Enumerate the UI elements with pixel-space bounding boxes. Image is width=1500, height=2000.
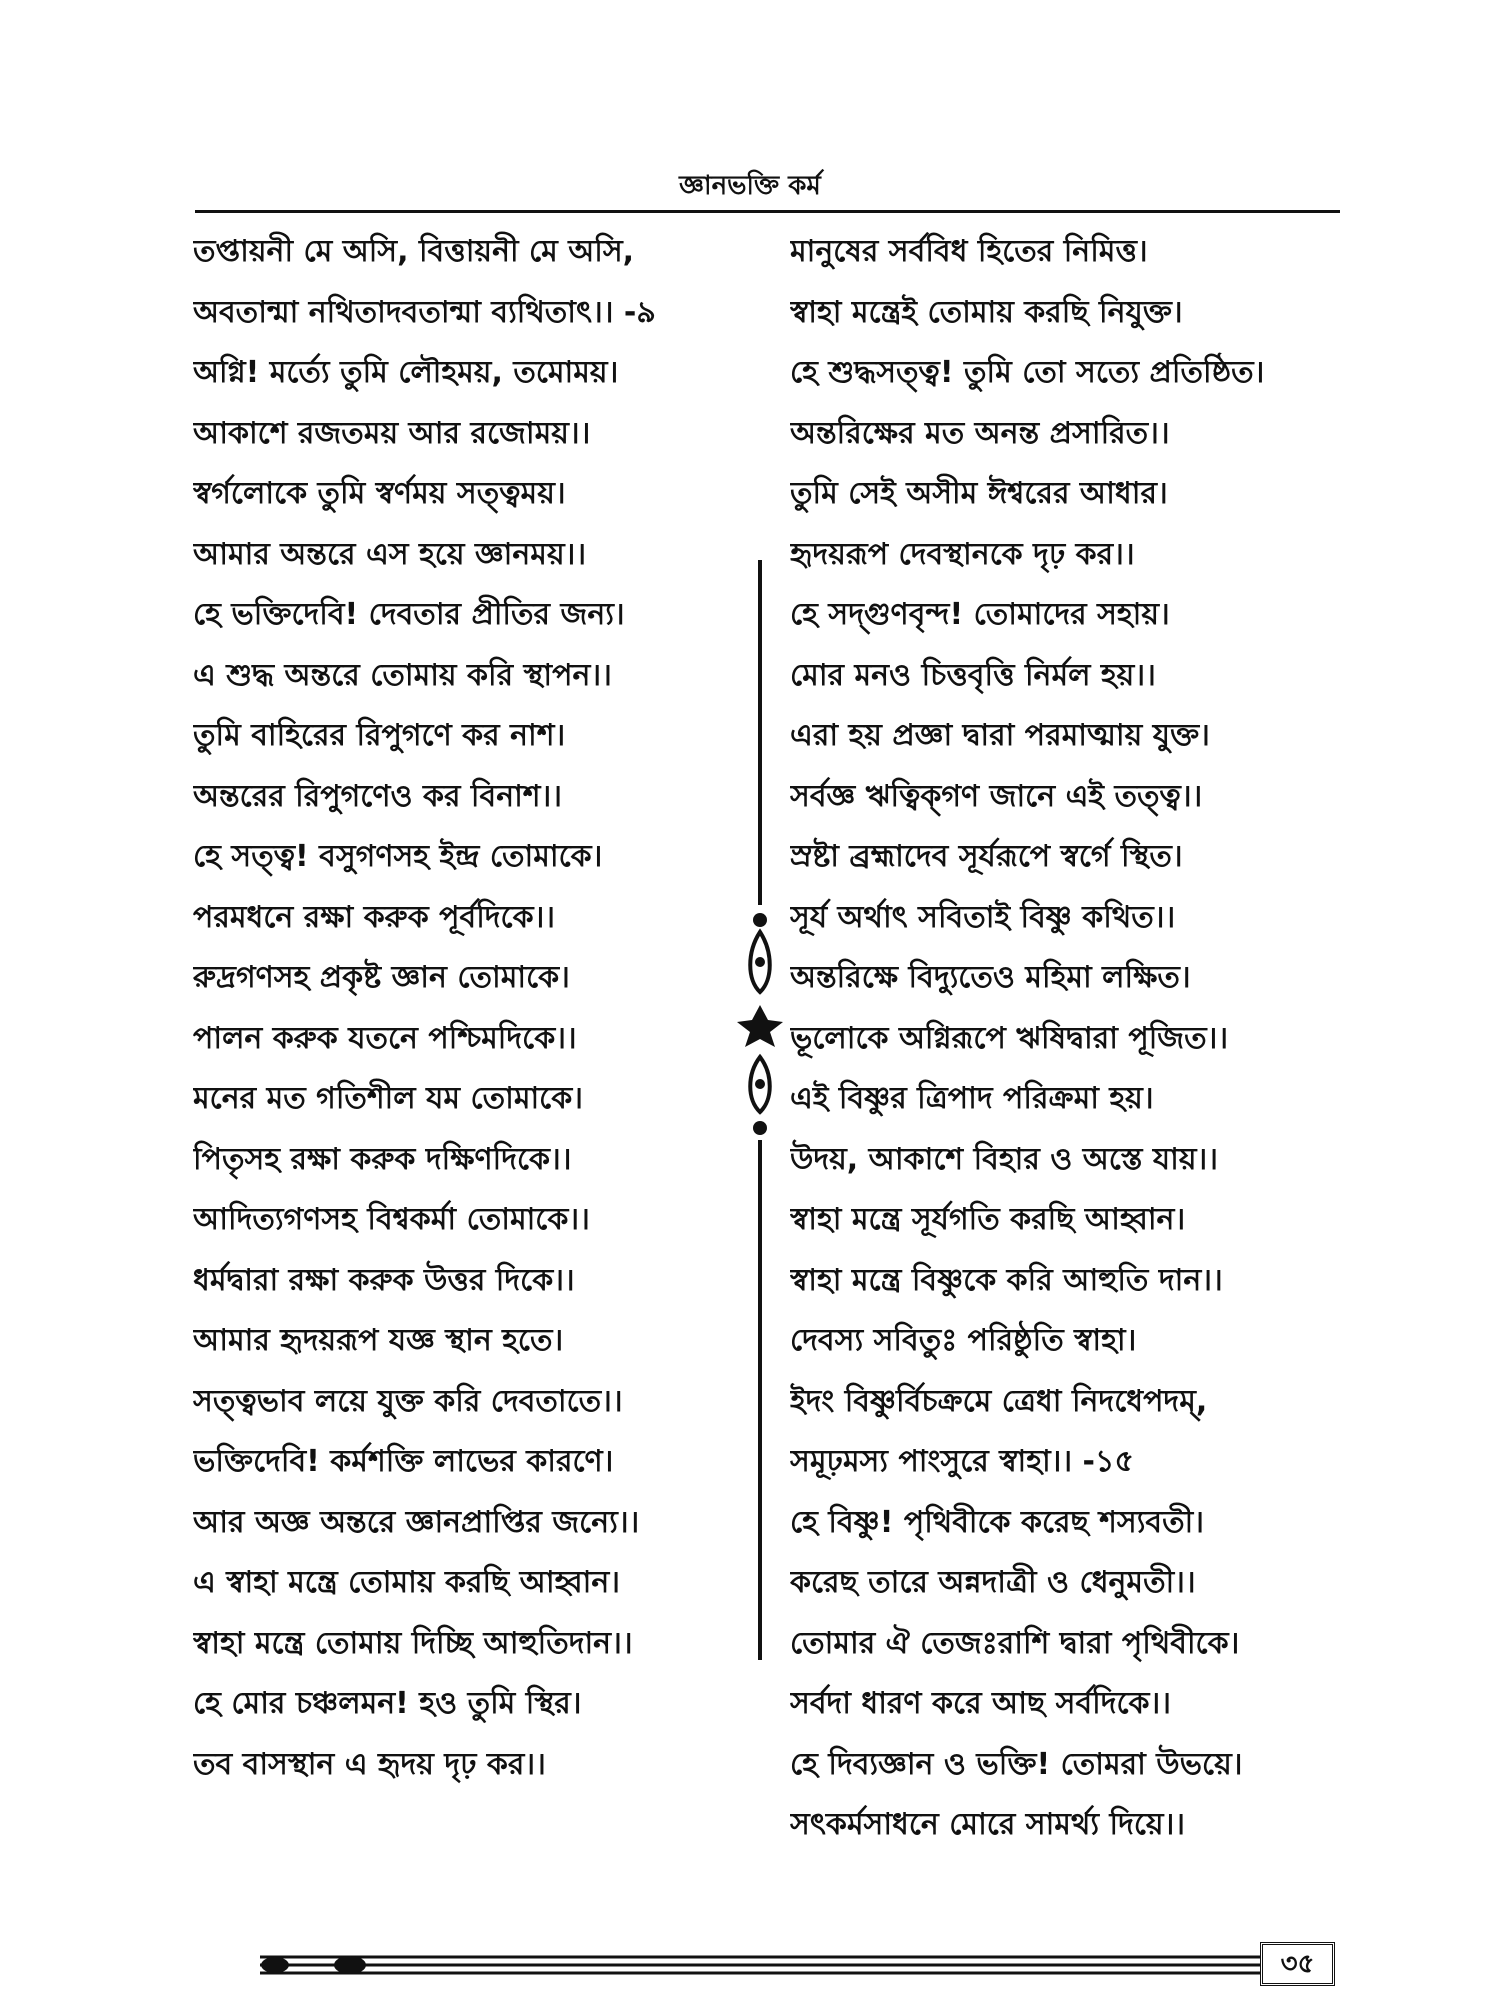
verse-line: অগ্নি! মর্ত্যে তুমি লৌহময়, তমোময়। [193, 355, 619, 390]
verse-line: স্বাহা মন্ত্রে তোমায় দিচ্ছি আহুতিদান।। [193, 1625, 633, 1661]
verse-line: ধর্মদ্বারা রক্ষা করুক উত্তর দিকে।। [193, 1262, 575, 1298]
verse-line: স্বাহা মন্ত্রে সূর্যগতি করছি আহ্বান। [790, 1202, 1186, 1237]
verse-line: মনের মত গতিশীল যম তোমাকে। [193, 1081, 583, 1116]
verse-line: অন্তরিক্ষে বিদ্যুতেও মহিমা লক্ষিত। [790, 960, 1191, 995]
verse-line: এ স্বাহা মন্ত্রে তোমায় করছি আহ্বান। [193, 1565, 621, 1600]
verse-line: হে দিব্যজ্ঞান ও ভক্তি! তোমরা উভয়ে। [790, 1746, 1243, 1782]
verse-line: রুদ্রগণসহ প্রকৃষ্ট জ্ঞান তোমাকে। [193, 960, 570, 995]
verse-line: ভূলোকে অগ্নিরূপে ঋষিদ্বারা পূজিত।। [790, 1020, 1229, 1056]
verse-line: উদয়, আকাশে বিহার ও অস্তে যায়।। [790, 1141, 1218, 1177]
verse-line: স্বাহা মন্ত্রেই তোমায় করছি নিযুক্ত। [790, 294, 1183, 330]
verse-line: হে বিষ্ণু! পৃথিবীকে করেছ শস্যবতী। [790, 1504, 1204, 1540]
verse-line: আকাশে রজতময় আর রজোময়।। [193, 415, 591, 451]
verse-line: তুমি বাহিরের রিপুগণে কর নাশ। [193, 718, 566, 753]
verse-line: সর্বজ্ঞ ঋত্বিক্‌গণ জানে এই তত্ত্ব।। [790, 778, 1203, 814]
verse-line: তপ্তায়নী মে অসি, বিত্তায়নী মে অসি, [193, 234, 635, 269]
verse-line: তোমার ঐ তেজঃরাশি দ্বারা পৃথিবীকে। [790, 1625, 1240, 1661]
verse-line: মোর মনও চিত্তবৃত্তি নির্মল হয়।। [790, 657, 1156, 693]
footer-ornament [255, 1945, 1260, 1985]
verse-line: মানুষের সর্ববিধ হিতের নিমিত্ত। [790, 234, 1148, 269]
verse-line: স্রষ্টা ব্রহ্মাদেব সূর্যরূপে স্বর্গে স্থিত। [790, 839, 1183, 874]
verse-line: অন্তরের রিপুগণেও কর বিনাশ।। [193, 778, 563, 814]
verse-line: আমার হৃদয়রূপ যজ্ঞ স্থান হতে। [193, 1323, 564, 1358]
verse-line: অবতান্মা নথিতাদবতান্মা ব্যথিতাৎ।। -৯ [193, 294, 656, 330]
verse-line: হে মোর চঞ্চলমন! হও তুমি স্থির। [193, 1686, 582, 1721]
verse-line: এ শুদ্ধ অন্তরে তোমায় করি স্থাপন।। [193, 657, 612, 693]
verse-line: করেছ তারে অন্নদাত্রী ও ধেনুমতী।। [790, 1565, 1196, 1600]
right-verse-column [790, 222, 1345, 1856]
verse-line: সত্ত্বভাব লয়ে যুক্ত করি দেবতাতে।। [193, 1383, 623, 1419]
page-number: ৩৫ [1260, 1942, 1335, 1986]
verse-line: সূর্য অর্থাৎ সবিতাই বিষ্ণু কথিত।। [790, 899, 1176, 935]
verse-line: এই বিষ্ণুর ত্রিপাদ পরিক্রমা হয়। [790, 1081, 1154, 1116]
left-verse-column [193, 222, 723, 1795]
verse-line: আমার অন্তরে এস হয়ে জ্ঞানময়।। [193, 536, 587, 572]
verse-line: ভক্তিদেবি! কর্মশক্তি লাভের কারণে। [193, 1444, 614, 1479]
page-header: জ্ঞানভক্তি কর্ম [679, 171, 821, 201]
verse-line: তুমি সেই অসীম ঈশ্বরের আধার। [790, 476, 1168, 511]
verse-line: পিতৃসহ রক্ষা করুক দক্ষিণদিকে।। [193, 1141, 572, 1177]
verse-line: অন্তরিক্ষের মত অনন্ত প্রসারিত।। [790, 415, 1170, 451]
header-rule [195, 210, 1340, 213]
verse-line: হৃদয়রূপ দেবস্থানকে দৃঢ় কর।। [790, 536, 1135, 572]
verse-line: এরা হয় প্রজ্ঞা দ্বারা পরমাত্মায় যুক্ত। [790, 718, 1210, 753]
verse-line: পালন করুক যতনে পশ্চিমদিকে।। [193, 1020, 577, 1056]
verse-line: স্বাহা মন্ত্রে বিষ্ণুকে করি আহুতি দান।। [790, 1262, 1223, 1298]
verse-line: হে শুদ্ধসত্ত্ব! তুমি তো সত্যে প্রতিষ্ঠিত। [790, 355, 1265, 390]
verse-line: সৎকর্মসাধনে মোরে সামর্থ্য দিয়ে।। [790, 1807, 1186, 1842]
verse-line: স্বর্গলোকে তুমি স্বর্ণময় সত্ত্বময়। [193, 476, 566, 511]
verse-line: পরমধনে রক্ষা করুক পূর্বদিকে।। [193, 899, 556, 935]
verse-line: ইদং বিষ্ণুর্বিচক্রমে ত্রেধা নিদধেপদম্‌, [790, 1383, 1208, 1419]
verse-line: দেবস্য সবিতুঃ পরিষ্ঠুতি স্বাহা। [790, 1323, 1137, 1358]
verse-line: আদিত্যগণসহ বিশ্বকর্মা তোমাকে।। [193, 1202, 590, 1237]
verse-line: হে ভক্তিদেবি! দেবতার প্রীতির জন্য। [193, 597, 625, 632]
column-divider-ornament [735, 560, 785, 1660]
verse-line: আর অজ্ঞ অন্তরে জ্ঞানপ্রাপ্তির জন্যে।। [193, 1504, 640, 1540]
verse-line: তব বাসস্থান এ হৃদয় দৃঢ় কর।। [193, 1746, 546, 1782]
verse-line: সমূঢ়মস্য পাংসুরে স্বাহা।। -১৫ [790, 1444, 1134, 1479]
verse-line: হে সদ্‌গুণবৃন্দ! তোমাদের সহায়। [790, 597, 1170, 632]
verse-line: সর্বদা ধারণ করে আছ সর্বদিকে।। [790, 1686, 1171, 1721]
verse-line: হে সত্ত্ব! বসুগণসহ ইন্দ্র তোমাকে। [193, 839, 603, 874]
